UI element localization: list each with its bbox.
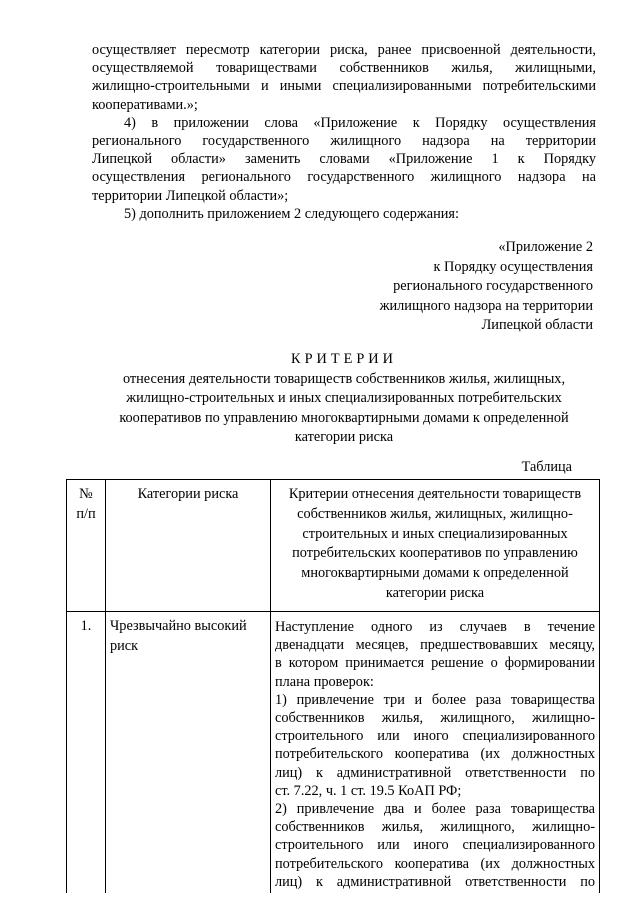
row-criteria-line: строительного или иного специализированного	[275, 728, 595, 745]
row-num: 1.	[80, 618, 92, 634]
header-num-line: №	[79, 486, 93, 502]
row-criteria-line: двенадцати месяцев, предшествовавших месяцу,	[275, 637, 595, 654]
header-criteria-line: потребительских кооперативов по управлению	[292, 545, 578, 562]
intro-line: осуществления регионального государственного жилищного надзора на	[92, 169, 596, 186]
header-criteria-line: строительных и иных специализированных	[302, 525, 568, 542]
row-criteria-line: лиц) к административной ответственности по	[275, 873, 595, 890]
intro-line: регионального государственного жилищного надзора на территории	[92, 133, 596, 150]
table-header-row	[67, 480, 600, 612]
appendix-caption	[313, 238, 593, 336]
row-criteria-cell	[271, 612, 600, 894]
header-num-line: п/п	[76, 505, 96, 522]
row-criteria-line: собственников жилья, жилищного, жилищно-	[275, 710, 595, 727]
criteria-subtitle-line: жилищно-строительных и иных специализированных потребительских	[126, 390, 562, 407]
row-criteria-line: потребительского кооператива (их должностных	[275, 855, 595, 872]
criteria-heading: КРИТЕРИИ	[291, 351, 397, 367]
appendix-line: регионального государственного	[393, 278, 593, 295]
header-criteria-cell	[271, 480, 600, 612]
row-criteria-line: в котором принимается решение о формировании	[275, 655, 595, 672]
intro-text	[92, 41, 596, 223]
criteria-subtitle-line: категории риска	[294, 429, 394, 446]
criteria-subtitle-line: отнесения деятельности товариществ собственников жилья, жилищных,	[122, 370, 566, 387]
appendix-line: к Порядку осуществления	[433, 258, 593, 275]
header-num-cell	[67, 480, 106, 612]
intro-line: осуществляет пересмотр категории риска, ранее присвоенной деятельности,	[92, 42, 596, 58]
row-criteria-line: потребительского кооператива (их должностных	[275, 746, 595, 763]
appendix-line: «Приложение 2	[498, 239, 593, 255]
row-criteria-line: плана проверок:	[275, 673, 374, 690]
header-criteria-line: многоквартирными домами к определенной	[301, 565, 569, 582]
row-criteria-line: 2) привлечение два и более раза товарищества	[275, 801, 595, 818]
header-criteria-line: Критерии отнесения деятельности товариществ	[288, 486, 582, 502]
row-category-line: риск	[110, 637, 139, 654]
intro-line: Липецкой области» заменить словами «Приложение 1 к Порядку	[92, 151, 596, 168]
table-row	[67, 612, 600, 894]
row-category-cell	[106, 612, 271, 894]
criteria-title	[92, 350, 596, 448]
intro-line: осуществляемой товариществами собственников жилья, жилищными,	[92, 60, 596, 77]
header-criteria-line: собственников жилья, жилищных, жилищно-	[297, 505, 573, 522]
criteria-table	[66, 479, 600, 893]
row-category-line: Чрезвычайно высокий	[110, 618, 247, 634]
appendix-line: Липецкой области	[481, 317, 593, 334]
row-criteria-line: Наступление одного из случаев в течение	[275, 619, 595, 635]
header-criteria-line: категории риска	[385, 584, 485, 601]
row-criteria-line: строительного или иного специализированного	[275, 837, 595, 854]
appendix-line: жилищного надзора на территории	[379, 297, 593, 314]
header-category-cell	[106, 480, 271, 612]
table-label: Таблица	[521, 459, 572, 475]
row-criteria-line: ст. 7.22, ч. 1 ст. 19.5 КоАП РФ;	[275, 782, 462, 799]
intro-line: 5) дополнить приложением 2 следующего содержания:	[124, 205, 459, 222]
header-category-label: Категории риска	[137, 486, 239, 502]
row-criteria-line: лиц) к административной ответственности по	[275, 764, 595, 781]
row-num-cell	[67, 612, 106, 894]
row-criteria-line: 1) привлечение три и более раза товарищества	[275, 691, 595, 708]
intro-line: 4) в приложении слова «Приложение к Порядку осуществления	[124, 114, 596, 131]
intro-line: жилищно-строительными и иными специализированными потребительскими	[92, 78, 596, 95]
intro-line: кооперативами.»;	[92, 96, 198, 113]
intro-line: территории Липецкой области»;	[92, 187, 289, 204]
row-criteria-line: собственников жилья, жилищного, жилищно-	[275, 819, 595, 836]
criteria-subtitle-line: кооперативов по управлению многоквартирными домами к определенной	[119, 409, 569, 426]
